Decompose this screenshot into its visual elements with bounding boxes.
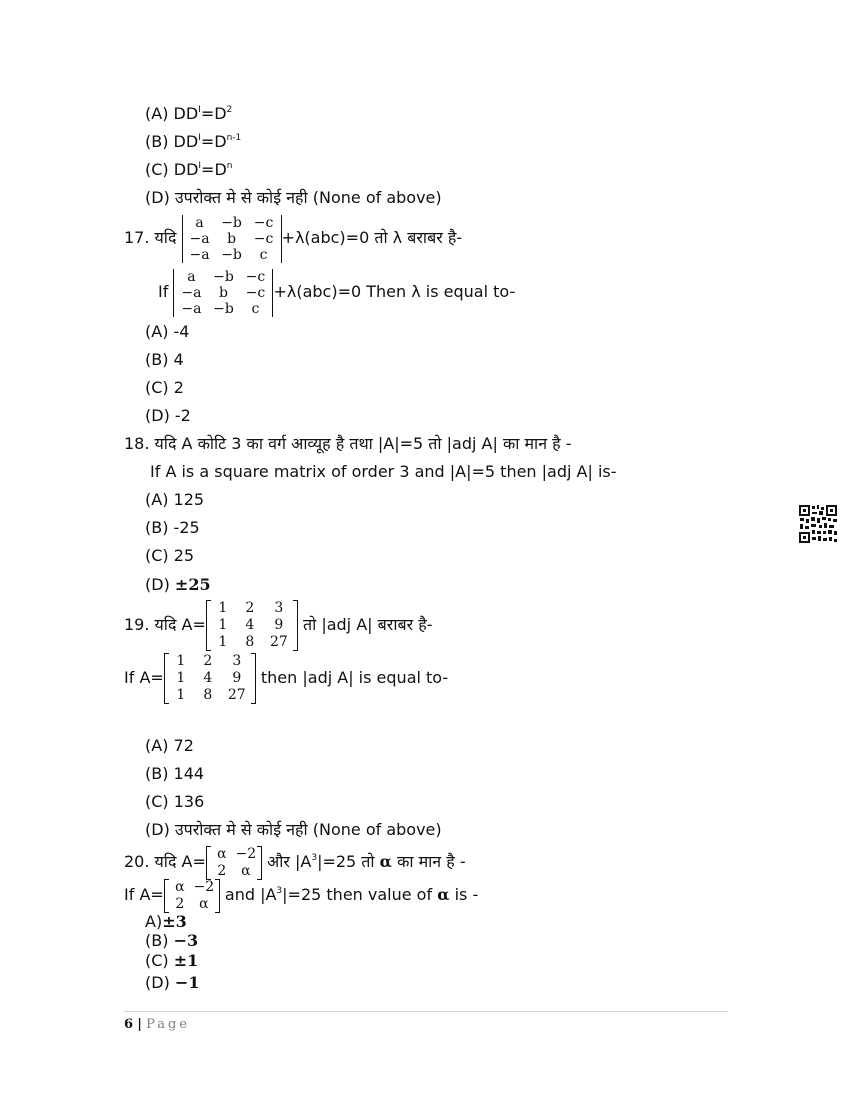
det-cell: −a [189, 246, 210, 263]
q17-option-d: (D) -2 [145, 406, 191, 425]
det-cell: c [251, 300, 260, 317]
q20-matrix-hi [206, 846, 262, 880]
q17-option-a: (A) -4 [145, 322, 190, 341]
q18-question-english: If A is a square matrix of order 3 and |A|=5 then |adj A| is- [150, 462, 617, 481]
q20-question-english [124, 876, 478, 914]
matrix-cell: α [199, 895, 209, 912]
q18-d-value: ±25 [174, 575, 211, 594]
q20-hi-prefix: 20. यदि A= [124, 852, 206, 871]
q16-a-sup1: I [198, 105, 201, 115]
q18-option-b: (B) -25 [145, 518, 200, 537]
matrix-cell: −2 [193, 878, 215, 895]
footer-page-word: Page [146, 1017, 190, 1032]
det-cell: −a [181, 284, 202, 301]
q16-a-sup2: 2 [226, 105, 233, 115]
matrix-cell: 1 [218, 634, 228, 650]
matrix-cell: 1 [218, 600, 228, 616]
det-cell: −c [253, 214, 274, 231]
q18-question-hindi: 18. यदि A कोटि 3 का वर्ग आव्यूह है तथा |A|=5 तो |adj A| का मान है - [124, 434, 572, 453]
q17-question-english [158, 266, 515, 318]
q19-en-prefix: If A= [124, 668, 164, 687]
q19-option-c: (C) 136 [145, 792, 205, 811]
q17-option-b: (B) 4 [145, 350, 184, 369]
q20-hi-end: |=25 तो [317, 852, 375, 871]
q18-option-c: (C) 25 [145, 546, 195, 565]
det-cell: b [227, 230, 237, 247]
q17-determinant-hi [182, 215, 282, 263]
q20-option-a [145, 912, 187, 931]
matrix-cell: 2 [217, 862, 227, 879]
q20-en-tail: is - [454, 885, 479, 904]
q19-option-b: (B) 144 [145, 764, 205, 783]
q20-en-mid: and |A [224, 885, 277, 904]
q20-en-end: |=25 then value of [282, 885, 433, 904]
det-cell: −b [213, 268, 234, 285]
q17-question-hindi [124, 212, 462, 264]
det-cell: a [195, 214, 204, 231]
q16-option-b [145, 132, 241, 152]
matrix-cell: 4 [203, 670, 213, 686]
qr-code-icon [798, 504, 838, 544]
q16-a-mid: =D [200, 104, 227, 123]
q16-b-mid: =D [200, 132, 227, 151]
det-cell: −c [245, 268, 266, 285]
matrix-cell: −2 [235, 845, 257, 862]
matrix-cell: 1 [176, 670, 186, 686]
page-footer [124, 1016, 190, 1034]
matrix-cell: 2 [203, 653, 213, 669]
matrix-cell: 9 [232, 670, 242, 686]
q20-a-value: ±3 [162, 912, 187, 931]
matrix-cell: 3 [232, 653, 242, 669]
matrix-cell: 1 [176, 653, 186, 669]
q20-en-prefix: If A= [124, 885, 164, 904]
q16-option-a [145, 104, 232, 124]
matrix-cell: 2 [245, 600, 255, 616]
q20-hi-alpha: α [379, 852, 392, 871]
det-cell: c [259, 246, 268, 263]
q20-hi-sup: 3 [311, 853, 318, 863]
q17-hi-suffix: +λ(abc)=0 तो λ बराबर है- [281, 228, 463, 247]
matrix-cell: 27 [227, 687, 246, 703]
q19-en-suffix: then |adj A| is equal to- [260, 668, 449, 687]
q17-hi-prefix: 17. यदि [124, 228, 177, 247]
q16-b-text: (B) DD [145, 132, 199, 151]
matrix-cell: α [217, 845, 227, 862]
footer-divider [124, 1011, 728, 1012]
matrix-cell: 2 [175, 895, 185, 912]
q16-c-sup2: n [226, 161, 233, 171]
q16-option-c [145, 160, 233, 180]
q18-d-label: (D) [145, 575, 170, 594]
footer-separator: | [137, 1017, 142, 1032]
matrix-cell: 27 [269, 634, 288, 650]
det-cell: −a [181, 300, 202, 317]
det-cell: b [218, 284, 228, 301]
q20-en-alpha: α [437, 885, 450, 904]
matrix-cell: 8 [203, 687, 213, 703]
q20-c-value: ±1 [173, 951, 199, 970]
q19-option-a: (A) 72 [145, 736, 194, 755]
q19-option-d: (D) उपरोक्त मे से कोई नही (None of above) [145, 820, 442, 839]
matrix-cell: 9 [274, 617, 284, 633]
q16-c-sup1: I [198, 161, 202, 171]
q20-d-value: −1 [174, 973, 200, 992]
q20-c-label: (C) [145, 951, 169, 970]
q17-en-prefix: If [158, 282, 169, 301]
q19-matrix-hi [206, 600, 298, 651]
matrix-cell: α [241, 862, 251, 879]
q18-option-d [145, 575, 211, 595]
matrix-cell: α [175, 878, 185, 895]
q20-hi-tail: का मान है - [397, 852, 466, 871]
q16-option-d: (D) उपरोक्त मे से कोई नही (None of above) [145, 188, 442, 207]
q19-question-english [124, 651, 448, 705]
det-cell: −b [221, 246, 242, 263]
det-cell: a [187, 268, 196, 285]
q19-question-hindi [124, 598, 433, 652]
q16-a-text: (A) DD [145, 104, 199, 123]
q17-en-suffix: +λ(abc)=0 Then λ is equal to- [273, 282, 516, 301]
page-number: 6 [124, 1017, 134, 1032]
q17-option-c: (C) 2 [145, 378, 184, 397]
matrix-cell: 3 [274, 600, 284, 616]
det-cell: −b [213, 300, 234, 317]
q16-c-text: (C) DD [145, 160, 199, 179]
matrix-cell: 8 [245, 634, 255, 650]
q16-b-sup1: I [198, 133, 201, 143]
q20-a-label: A) [145, 912, 163, 931]
q19-hi-suffix: तो |adj A| बराबर है- [302, 615, 433, 634]
q20-d-label: (D) [145, 973, 170, 992]
q16-c-mid: =D [201, 160, 227, 179]
q20-option-d [145, 973, 199, 992]
det-cell: −b [221, 214, 242, 231]
det-cell: −c [245, 284, 266, 301]
matrix-cell: 1 [176, 687, 186, 703]
q20-en-sup: 3 [276, 886, 283, 896]
q17-determinant-en [173, 269, 273, 317]
q20-option-b [145, 931, 198, 950]
matrix-cell: 4 [245, 617, 255, 633]
q20-matrix-en [164, 879, 220, 913]
matrix-cell: 1 [218, 617, 228, 633]
q19-matrix-en [164, 653, 256, 704]
q20-b-value: −3 [173, 931, 199, 950]
q20-option-c [145, 951, 198, 970]
q16-b-sup2: n-1 [226, 133, 242, 143]
q19-hi-prefix: 19. यदि A= [124, 615, 206, 634]
det-cell: −a [189, 230, 210, 247]
q20-hi-mid: और |A [266, 852, 312, 871]
det-cell: −c [253, 230, 274, 247]
q18-option-a: (A) 125 [145, 490, 205, 509]
q20-b-label: (B) [145, 931, 169, 950]
